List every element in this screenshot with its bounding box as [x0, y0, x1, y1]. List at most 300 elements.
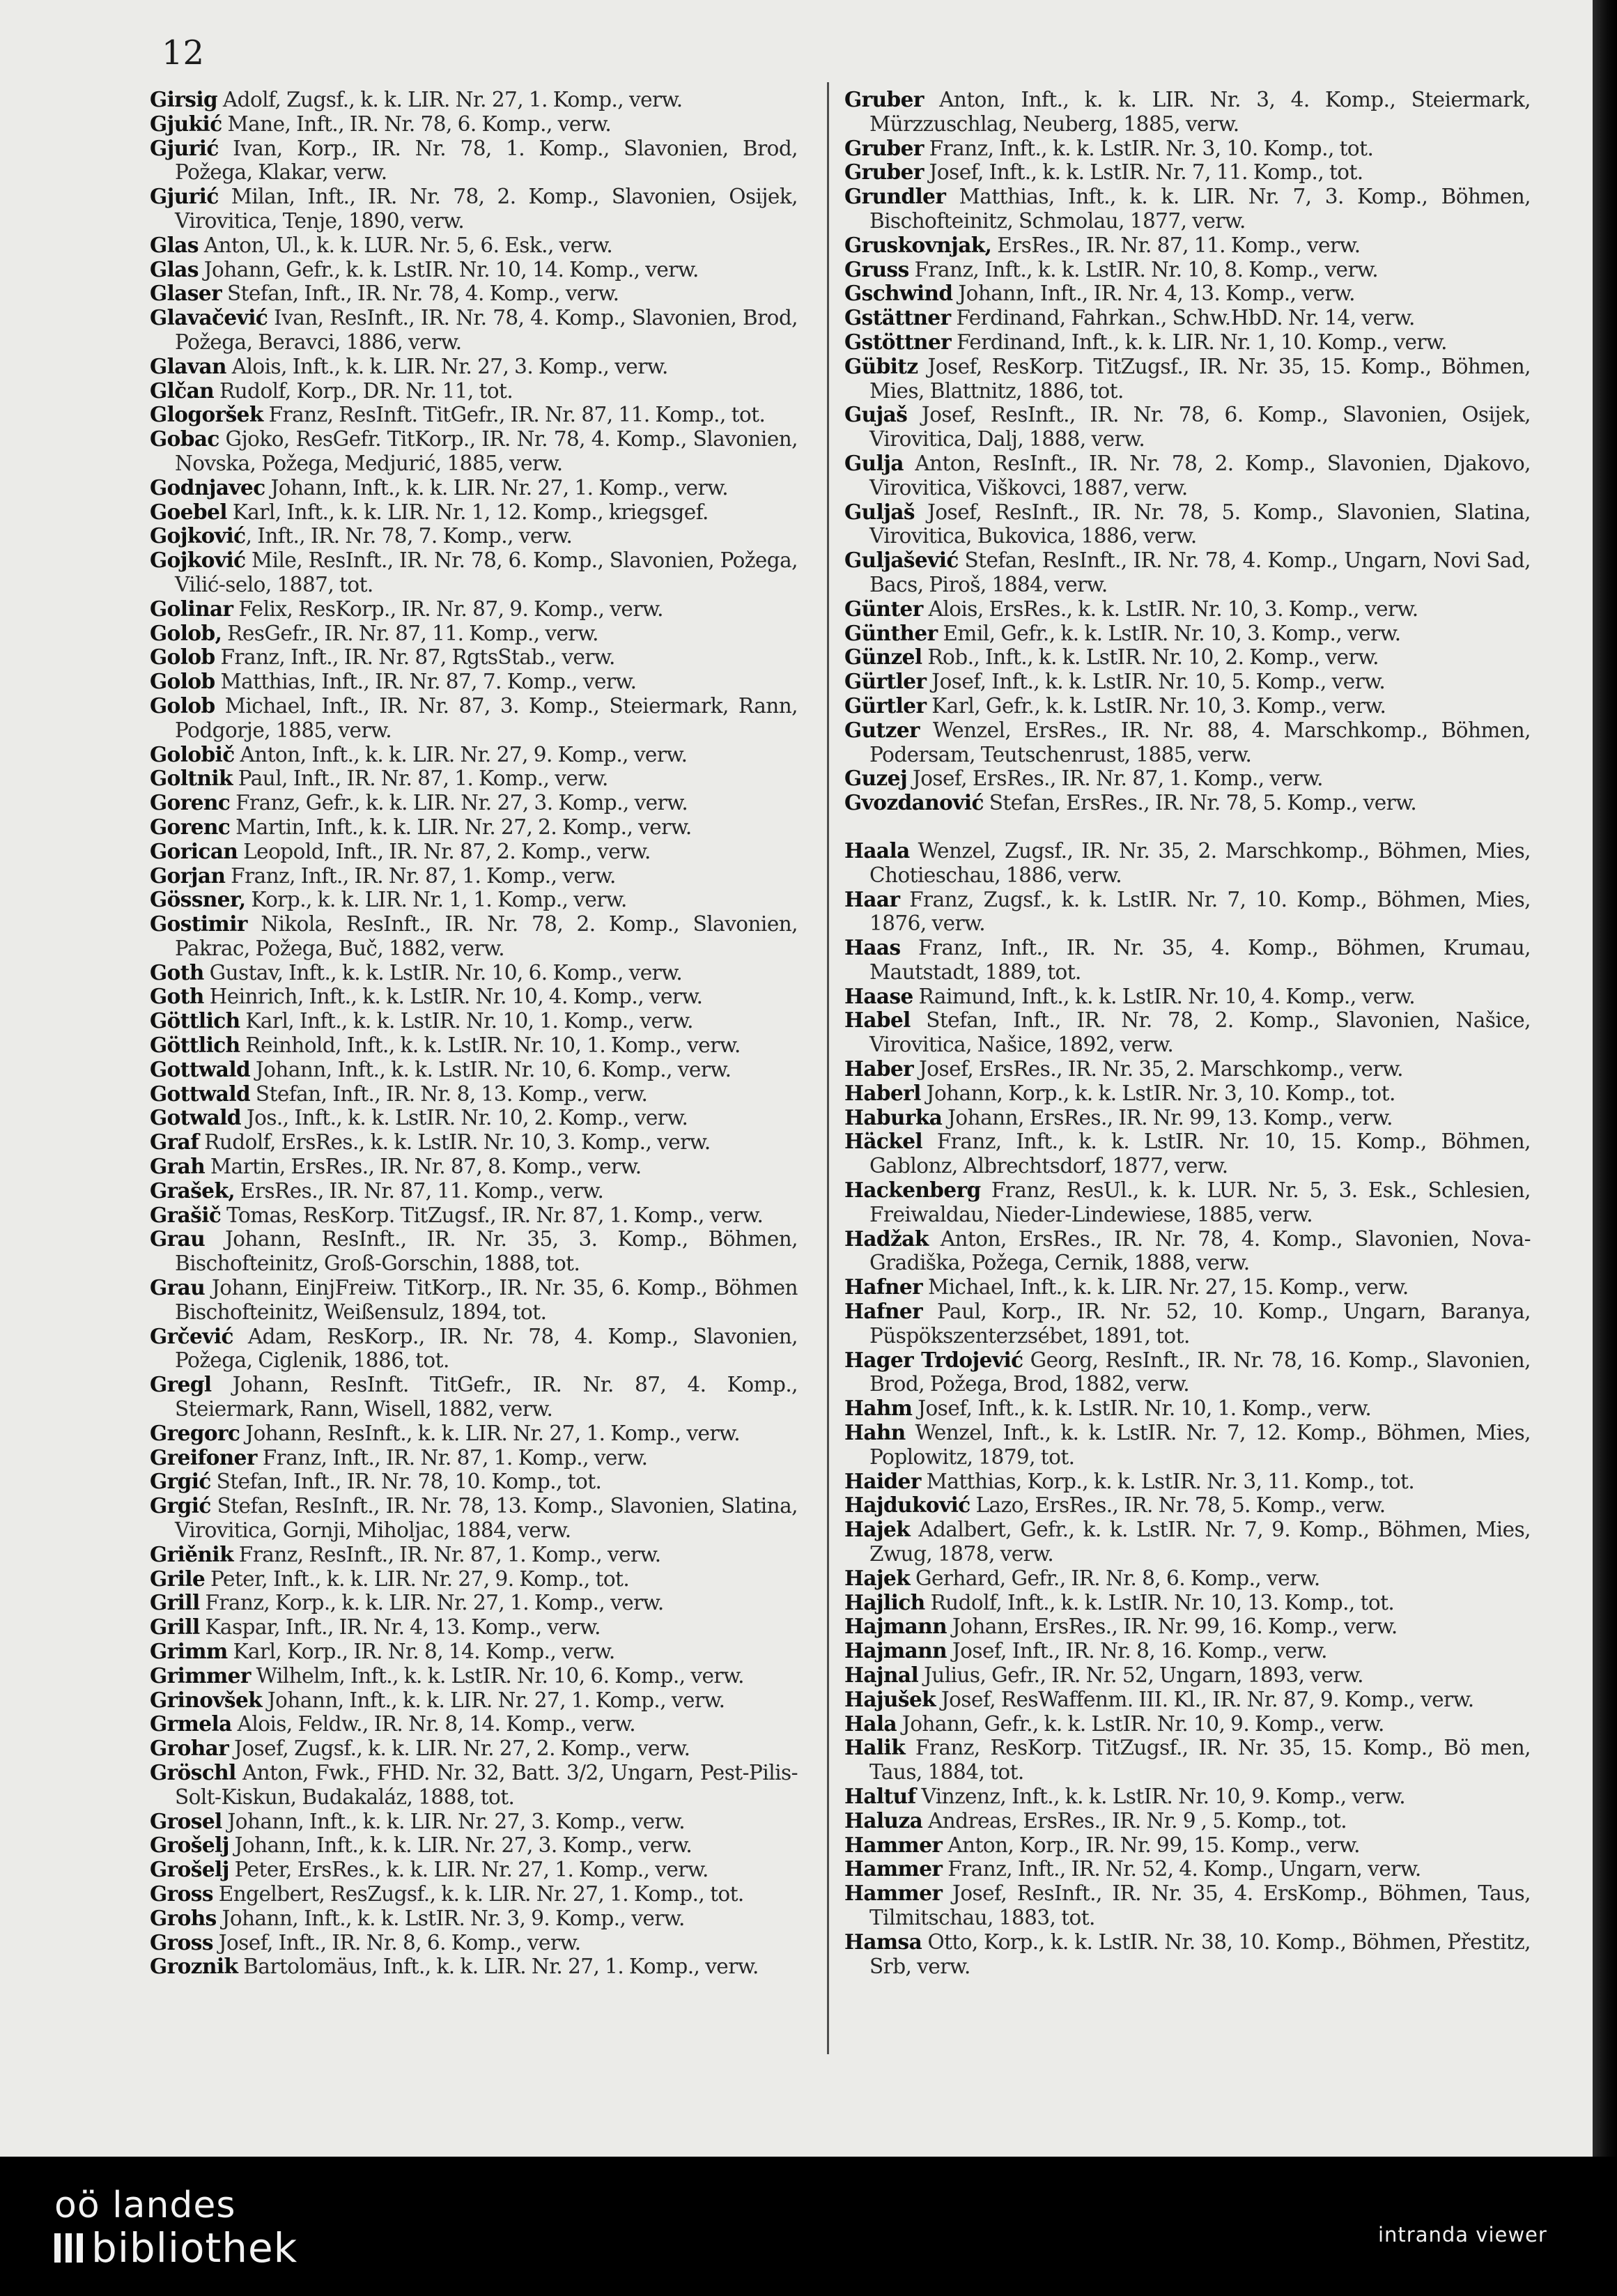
entry-surname: Günther: [844, 620, 938, 645]
entry-details: Milan, Inft., IR. Nr. 78, 2. Komp., Slavonien, Osijek, Virovitica, Tenje, 1890, verw.: [175, 185, 798, 233]
list-entry: [150, 1421, 798, 1446]
list-entry: [150, 694, 798, 743]
entry-details: Raimund, Inft., k. k. LstIR. Nr. 10, 4. Komp., verw.: [913, 984, 1416, 1008]
entry-details: Felix, ResKorp., IR. Nr. 87, 9. Komp., verw.: [233, 596, 663, 621]
entry-surname: Gröschl: [150, 1759, 236, 1785]
list-entry: [844, 645, 1531, 670]
entry-surname: Haala: [844, 838, 910, 863]
list-entry: [844, 839, 1531, 888]
list-entry: [844, 670, 1531, 694]
entry-surname: Goltnik: [150, 766, 233, 791]
logo-bars-icon: [54, 2233, 83, 2263]
list-entry: [150, 1906, 798, 1931]
entry-details: ErsRes., IR. Nr. 87, 11. Komp., verw.: [235, 1178, 604, 1203]
list-entry: [150, 306, 798, 355]
entry-details: Franz, Inft., IR. Nr. 52, 4. Komp., Ungarn, verw.: [942, 1857, 1421, 1881]
list-entry: [844, 1421, 1531, 1470]
entry-details: Reinhold, Inft., k. k. LstIR. Nr. 10, 1. Komp., verw.: [240, 1033, 741, 1058]
entry-details: Josef, Zugsf., k. k. LIR. Nr. 27, 2. Komp., verw.: [229, 1736, 690, 1761]
list-entry: [150, 815, 798, 840]
list-entry: [150, 1082, 798, 1107]
entry-surname: Habel: [844, 1008, 911, 1033]
list-entry: [844, 1348, 1531, 1397]
list-entry: [844, 306, 1531, 330]
list-entry: [844, 1930, 1531, 1979]
entry-surname: Gojković: [150, 523, 246, 548]
list-entry: [844, 403, 1531, 452]
entry-surname: Glavačević: [150, 305, 268, 330]
entry-details: Mane, Inft., IR. Nr. 78, 6. Komp., verw.: [222, 111, 612, 136]
entry-details: Josef, Inft., k. k. LstIR. Nr. 10, 5. Komp., verw.: [926, 670, 1386, 694]
list-entry: [844, 1857, 1531, 1881]
list-entry: [844, 355, 1531, 403]
entry-surname: Grašič: [150, 1202, 222, 1227]
list-entry: [844, 694, 1531, 718]
entry-details: Johann, Inft., k. k. LIR. Nr. 27, 3. Komp., verw.: [229, 1833, 693, 1858]
entry-details: Ivan, ResInft., IR. Nr. 78, 4. Komp., Slavonien, Brod, Požega, Beravci, 1886, verw.: [175, 306, 798, 354]
entry-details: Vinzenz, Inft., k. k. LstIR. Nr. 10, 9. Komp., verw.: [915, 1784, 1406, 1808]
entry-surname: Gutzer: [844, 717, 920, 742]
list-entry: [844, 766, 1531, 791]
entry-surname: Gotwald: [150, 1105, 241, 1130]
entry-details: Franz, Korp., k. k. LIR. Nr. 27, 1. Komp., verw.: [199, 1591, 664, 1615]
list-entry: [844, 888, 1531, 937]
entry-surname: Guljaš: [844, 499, 915, 524]
entry-details: Matthias, Korp., k. k. LstIR. Nr. 3, 11. Komp., tot.: [920, 1469, 1415, 1493]
list-entry: [150, 524, 798, 548]
list-entry: [150, 670, 798, 694]
list-entry: [844, 548, 1531, 597]
entry-surname: Haas: [844, 935, 901, 960]
entry-details: Paul, Inft., IR. Nr. 87, 1. Komp., verw.: [232, 766, 608, 791]
list-entry: [844, 1688, 1531, 1712]
list-entry: [150, 1543, 798, 1567]
entry-surname: Häckel: [844, 1129, 923, 1154]
entry-surname: Gstättner: [844, 305, 951, 330]
entry-details: Johann, Gefr., k. k. LstIR. Nr. 10, 9. Komp., verw.: [897, 1711, 1384, 1736]
entry-surname: Grohar: [150, 1736, 229, 1761]
entry-surname: Gschwind: [844, 281, 953, 306]
entry-surname: Grinovšek: [150, 1687, 263, 1712]
entry-details: Karl, Inft., k. k. LIR. Nr. 1, 12. Komp., kriegsgef.: [226, 500, 709, 524]
entry-details: Andreas, ErsRes., IR. Nr. 9 , 5. Komp., tot.: [922, 1808, 1347, 1833]
entry-details: Kaspar, Inft., IR. Nr. 4, 13. Komp., verw.: [199, 1615, 601, 1640]
entry-details: Johann, ErsRes., IR. Nr. 99, 13. Komp., verw.: [942, 1105, 1393, 1130]
list-entry: [150, 282, 798, 306]
list-entry: [150, 1664, 798, 1688]
entry-details: Adam, ResKorp., IR. Nr. 78, 4. Komp., Slavonien, Požega, Ciglenik, 1886, tot.: [175, 1324, 798, 1373]
list-entry: [150, 403, 798, 427]
list-entry: [150, 1106, 798, 1130]
entry-details: ResGefr., IR. Nr. 87, 11. Komp., verw.: [222, 621, 599, 645]
list-entry: [150, 840, 798, 864]
entry-surname: Günzel: [844, 645, 922, 670]
list-entry: [150, 645, 798, 670]
entry-surname: Hajnal: [844, 1663, 919, 1687]
entry-surname: Gottwald: [150, 1056, 251, 1081]
entry-details: Lazo, ErsRes., IR. Nr. 78, 5. Komp., verw.: [970, 1493, 1386, 1518]
list-entry: [844, 452, 1531, 500]
entry-surname: Glogoršek: [150, 402, 263, 427]
entry-surname: Gobac: [150, 426, 219, 452]
entry-surname: Gruber: [844, 87, 924, 111]
entry-surname: Haar: [844, 886, 900, 911]
list-entry: [844, 718, 1531, 767]
entry-surname: Grašek,: [150, 1178, 235, 1203]
entry-surname: Gorjan: [150, 863, 226, 888]
entry-details: Franz, Inft., IR. Nr. 35, 4. Komp., Böhmen, Krumau, Mautstadt, 1889, tot.: [869, 936, 1531, 984]
entry-details: Wenzel, Zugsf., IR. Nr. 35, 2. Marschkomp., Böhmen, Mies, Chotieschau, 1886, verw.: [869, 838, 1531, 887]
list-entry: [150, 1058, 798, 1082]
entry-details: Rudolf, Korp., DR. Nr. 11, tot.: [214, 378, 513, 403]
page-number: 12: [162, 33, 205, 72]
list-entry: [150, 1203, 798, 1228]
entry-surname: Griěnik: [150, 1541, 233, 1566]
entry-details: Anton, Inft., k. k. LIR. Nr. 27, 9. Komp., verw.: [234, 742, 688, 766]
list-entry: [844, 1591, 1531, 1615]
entry-surname: Gstöttner: [844, 329, 952, 354]
entry-details: Anton, Korp., IR. Nr. 99, 15. Komp., verw.: [942, 1833, 1360, 1857]
entry-details: Johann, Gefr., k. k. LstIR. Nr. 10, 14. Komp., verw.: [198, 257, 699, 282]
list-entry: [844, 1178, 1531, 1227]
entry-details: Karl, Gefr., k. k. LstIR. Nr. 10, 3. Komp., verw.: [926, 693, 1386, 718]
entry-surname: Goebel: [150, 499, 227, 524]
entry-details: , Inft., IR. Nr. 78, 7. Komp., verw.: [245, 524, 573, 548]
entry-surname: Hammer: [844, 1856, 943, 1881]
entry-details: Johann, ResInft. TitGefr., IR. Nr. 87, 4. Komp., Steiermark, Rann, Wisell, 1882, verw.: [175, 1373, 798, 1421]
entry-surname: Glavan: [150, 353, 226, 378]
viewer-label: intranda viewer: [1378, 2223, 1547, 2247]
list-entry: [844, 1493, 1531, 1518]
entry-details: Paul, Korp., IR. Nr. 52, 10. Komp., Ungarn, Baranya, Püspökszenterzsébet, 1891, tot.: [869, 1300, 1531, 1348]
entry-surname: Gregorc: [150, 1420, 240, 1445]
entry-details: Emil, Gefr., k. k. LstIR. Nr. 10, 3. Komp., verw.: [937, 621, 1401, 645]
entry-surname: Haber: [844, 1056, 914, 1081]
entry-surname: Göttlich: [150, 1008, 240, 1033]
entry-details: Franz, ResInft., IR. Nr. 87, 1. Komp., verw.: [233, 1542, 661, 1566]
entry-surname: Hajušek: [844, 1686, 936, 1711]
entry-surname: Grile: [150, 1566, 206, 1591]
list-entry: [844, 137, 1531, 161]
list-entry: [150, 1712, 798, 1736]
list-entry: [844, 985, 1531, 1009]
entry-surname: Golob: [150, 669, 215, 694]
list-entry: [150, 1615, 798, 1640]
entry-surname: Hajmann: [844, 1638, 947, 1663]
entry-surname: Gruber: [844, 135, 924, 160]
entry-details: Stefan, Inft., IR. Nr. 8, 13. Komp., verw.: [250, 1081, 648, 1106]
list-entry: [844, 1057, 1531, 1081]
list-entry: [844, 1106, 1531, 1130]
entry-surname: Goth: [150, 960, 204, 985]
entry-details: Karl, Korp., IR. Nr. 8, 14. Komp., verw.: [227, 1640, 615, 1663]
entry-details: Wilhelm, Inft., k. k. LstIR. Nr. 10, 6. Komp., verw.: [250, 1663, 744, 1688]
entry-surname: Glas: [150, 232, 199, 257]
entry-surname: Golob: [150, 693, 215, 718]
entry-surname: Glaser: [150, 281, 222, 306]
entry-details: Franz, Inft., k. k. LstIR. Nr. 10, 8. Komp., verw.: [908, 257, 1379, 282]
entry-details: Gustav, Inft., k. k. LstIR. Nr. 10, 6. Komp., verw.: [203, 960, 683, 985]
entry-details: Ferdinand, Fahrkan., Schw.HbD. Nr. 14, verw.: [950, 306, 1415, 330]
entry-details: Franz, Zugsf., k. k. LstIR. Nr. 7, 10. Komp., Böhmen, Mies, 1876, verw.: [869, 887, 1531, 936]
list-entry: [844, 1712, 1531, 1736]
list-entry: [150, 1567, 798, 1592]
list-entry: [150, 961, 798, 985]
list-entry: [844, 1785, 1531, 1809]
entry-surname: Glčan: [150, 378, 215, 403]
entry-surname: Gorenc: [150, 814, 231, 839]
list-entry: [150, 1688, 798, 1713]
entry-surname: Göttlich: [150, 1033, 240, 1058]
list-entry: [150, 622, 798, 646]
entry-surname: Gorenc: [150, 790, 231, 815]
entry-details: Josef, Inft., k. k. LstIR. Nr. 10, 1. Komp., verw.: [912, 1396, 1372, 1421]
list-entry: [844, 233, 1531, 258]
logo-line2: [54, 2225, 297, 2271]
entry-surname: Gross: [150, 1929, 213, 1955]
entry-surname: Grill: [150, 1615, 200, 1640]
entry-details: Stefan, ResInft., IR. Nr. 78, 13. Komp., Slavonien, Slatina, Virovitica, Gornji, Miholjac, 1884, verw.: [175, 1494, 798, 1543]
list-entry: [844, 1081, 1531, 1106]
entry-details: Josef, ErsRes., IR. Nr. 35, 2. Marschkomp., verw.: [913, 1057, 1403, 1081]
list-entry: [844, 185, 1531, 233]
entry-surname: Golinar: [150, 596, 233, 621]
entry-details: Alois, Inft., k. k. LIR. Nr. 27, 3. Komp., verw.: [226, 354, 668, 378]
entry-surname: Golob: [150, 645, 215, 670]
list-entry: [150, 1494, 798, 1543]
list-entry: [150, 427, 798, 476]
list-entry: [844, 791, 1531, 815]
list-entry: [844, 597, 1531, 622]
list-entry: [844, 1615, 1531, 1639]
entry-details: Karl, Inft., k. k. LstIR. Nr. 10, 1. Komp., verw.: [240, 1009, 693, 1033]
entry-surname: Hadžak: [844, 1226, 929, 1251]
list-entry: [150, 1155, 798, 1179]
entry-details: Michael, Inft., k. k. LIR. Nr. 27, 15. Komp., verw.: [922, 1275, 1409, 1300]
entry-details: Franz, ResInft. TitGefr., IR. Nr. 87, 11. Komp., tot.: [263, 403, 766, 427]
entry-details: Josef, Inft., IR. Nr. 8, 6. Komp., verw.: [212, 1930, 581, 1955]
entry-surname: Golobič: [150, 741, 235, 766]
list-entry: [150, 1470, 798, 1494]
list-entry: [150, 548, 798, 597]
list-entry: [150, 791, 798, 815]
entry-surname: Grošelj: [150, 1833, 229, 1858]
list-entry: [844, 622, 1531, 646]
list-entry: [150, 1325, 798, 1373]
entry-details: Johann, ResInft., IR. Nr. 35, 3. Komp., Böhmen, Bischofteinitz, Groß-Gorschin, 1888, tot.: [175, 1227, 798, 1276]
entry-surname: Godnjavec: [150, 475, 265, 500]
entry-details: Matthias, Inft., k. k. LIR. Nr. 7, 3. Komp., Böhmen, Bischofteinitz, Schmolau, 1877, verw.: [869, 185, 1531, 233]
list-entry: [150, 1761, 798, 1810]
entry-surname: Grošelj: [150, 1857, 229, 1882]
list-entry: [844, 1396, 1531, 1421]
list-entry: [150, 985, 798, 1009]
entry-surname: Grundler: [844, 184, 946, 209]
list-entry: [844, 1008, 1531, 1057]
entry-surname: Grimmer: [150, 1663, 251, 1688]
entry-details: Stefan, ErsRes., IR. Nr. 78, 5. Komp., verw.: [983, 791, 1417, 815]
entry-surname: Grmela: [150, 1711, 232, 1736]
entry-details: Georg, ResInft., IR. Nr. 78, 16. Komp., Slavonien, Brod, Požega, Brod, 1882, verw.: [869, 1348, 1531, 1396]
list-entry: [150, 112, 798, 137]
list-entry: [150, 1009, 798, 1033]
entry-surname: Hager Trdojević: [844, 1347, 1023, 1372]
list-entry: [150, 1446, 798, 1470]
entry-surname: Greifoner: [150, 1444, 257, 1470]
entry-surname: Glas: [150, 256, 199, 282]
entry-surname: Haltuf: [844, 1783, 916, 1808]
list-entry: [150, 888, 798, 912]
entry-details: Wenzel, ErsRes., IR. Nr. 88, 4. Marschkomp., Böhmen, Podersam, Teutschenrust, 1885, verw.: [869, 718, 1531, 766]
entry-details: Josef, ResKorp. TitZugsf., IR. Nr. 35, 15. Komp., Böhmen, Mies, Blattnitz, 1886, tot.: [869, 354, 1531, 403]
entry-surname: Grah: [150, 1154, 206, 1179]
entry-surname: Gjukić: [150, 111, 222, 136]
list-entry: [844, 330, 1531, 355]
entry-details: Nikola, ResInft., IR. Nr. 78, 2. Komp., Slavonien, Pakrac, Požega, Buč, 1882, verw.: [175, 912, 798, 960]
list-entry: [150, 1130, 798, 1155]
entry-details: Peter, Inft., k. k. LIR. Nr. 27, 9. Komp., tot.: [205, 1566, 630, 1591]
entry-details: Leopold, Inft., IR. Nr. 87, 2. Komp., verw.: [238, 839, 651, 863]
entry-surname: Gulja: [844, 450, 904, 475]
entry-surname: Gross: [150, 1881, 213, 1906]
list-entry: [844, 282, 1531, 306]
entry-details: Peter, ErsRes., k. k. LIR. Nr. 27, 1. Komp., verw.: [229, 1858, 709, 1882]
list-entry: [150, 1858, 798, 1882]
entry-details: Stefan, Inft., IR. Nr. 78, 2. Komp., Slavonien, Našice, Virovitica, Našice, 1892, verw.: [869, 1008, 1531, 1057]
entry-details: Tomas, ResKorp. TitZugsf., IR. Nr. 87, 1. Komp., verw.: [221, 1203, 764, 1227]
entry-details: Adolf, Zugsf., k. k. LIR. Nr. 27, 1. Komp., verw.: [217, 88, 683, 111]
entry-details: Gjoko, ResGefr. TitKorp., IR. Nr. 78, 4. Komp., Slavonien, Novska, Požega, Medjurić, 1885, verw.: [175, 427, 798, 475]
column-divider: [827, 82, 829, 2054]
list-entry: [150, 1033, 798, 1058]
page-edge-shadow: [1593, 0, 1617, 2157]
entry-details: Stefan, Inft., IR. Nr. 78, 4. Komp., verw.: [222, 282, 619, 306]
entry-surname: Hafner: [844, 1274, 923, 1300]
list-entry: [150, 500, 798, 525]
list-entry: [150, 1591, 798, 1615]
entry-details: Johann, ResInft., k. k. LIR. Nr. 27, 1. Komp., verw.: [240, 1421, 741, 1445]
logo-text-line2: bibliothek: [91, 2224, 298, 2272]
entry-surname: Haase: [844, 983, 913, 1008]
entry-details: Franz, ResUl., k. k. LUR. Nr. 5, 3. Esk., Schlesien, Freiwaldau, Nieder-Lindewiese, 1885, verw.: [869, 1178, 1531, 1226]
entry-details: Anton, ResInft., IR. Nr. 78, 2. Komp., Slavonien, Djakovo, Virovitica, Viškovci, 1887, verw.: [869, 451, 1531, 500]
entry-surname: Hammer: [844, 1881, 943, 1906]
list-entry: [844, 1275, 1531, 1300]
entry-surname: Grau: [150, 1275, 206, 1300]
entry-surname: Goth: [150, 984, 204, 1009]
entry-details: Anton, Fwk., FHD. Nr. 32, Batt. 3/2, Ungarn, Pest-Pilis-Solt-Kiskun, Budakaláz, 1888, tot.: [175, 1760, 798, 1809]
entry-details: Johann, Inft., k. k. LIR. Nr. 27, 1. Komp., verw.: [265, 475, 729, 500]
entry-surname: Gvozdanović: [844, 790, 984, 815]
entry-surname: Golob,: [150, 620, 222, 645]
entry-surname: Grohs: [150, 1905, 217, 1930]
list-entry: [844, 1470, 1531, 1494]
entry-surname: Hajlich: [844, 1589, 925, 1615]
entry-surname: Hajek: [844, 1565, 911, 1590]
entry-surname: Haberl: [844, 1080, 921, 1105]
list-entry: [844, 1736, 1531, 1785]
list-entry: [844, 1130, 1531, 1178]
entry-details: Franz, Inft., k. k. LstIR. Nr. 3, 10. Komp., tot.: [923, 136, 1374, 160]
list-entry: [150, 597, 798, 622]
list-entry: [150, 743, 798, 767]
entry-surname: Gorican: [150, 838, 238, 863]
entry-details: Stefan, ResInft., IR. Nr. 78, 4. Komp., Ungarn, Novi Sad, Bacs, Piroš, 1884, verw.: [869, 548, 1531, 596]
entry-details: Franz, Gefr., k. k. LIR. Nr. 27, 3. Komp., verw.: [230, 791, 688, 815]
list-entry: [150, 1640, 798, 1664]
list-entry: [844, 936, 1531, 985]
entry-surname: Guzej: [844, 766, 908, 791]
list-entry: [150, 379, 798, 403]
entry-surname: Grgić: [150, 1469, 211, 1494]
entry-details: Stefan, Inft., IR. Nr. 78, 10. Komp., tot.: [210, 1470, 602, 1494]
entry-details: Johann, Inft., IR. Nr. 4, 13. Komp., verw.: [952, 282, 1355, 306]
entry-details: Ivan, Korp., IR. Nr. 78, 1. Komp., Slavonien, Brod, Požega, Klakar, verw.: [175, 136, 798, 185]
entry-surname: Graf: [150, 1130, 199, 1155]
list-entry: [150, 864, 798, 888]
entry-details: Alois, ErsRes., k. k. LstIR. Nr. 10, 3. Komp., verw.: [922, 596, 1418, 621]
entry-surname: Hafner: [844, 1299, 923, 1324]
entry-details: Josef, ResInft., IR. Nr. 78, 5. Komp., Slavonien, Slatina, Virovitica, Bukovica, 1886, verw.: [869, 500, 1531, 548]
entry-surname: Hahm: [844, 1396, 913, 1421]
entry-details: Heinrich, Inft., k. k. LstIR. Nr. 10, 4. Komp., verw.: [203, 985, 703, 1009]
entry-surname: Gruskovnjak,: [844, 232, 992, 257]
entry-surname: Haburka: [844, 1104, 943, 1130]
entry-surname: Grimm: [150, 1639, 228, 1663]
list-entry: [844, 1518, 1531, 1566]
list-entry: [844, 160, 1531, 185]
entry-surname: Gujaš: [844, 402, 908, 427]
list-entry: [150, 1955, 798, 1979]
entry-details: Anton, ErsRes., IR. Nr. 78, 4. Komp., Slavonien, Nova-Gradiška, Požega, Cernik, 1888, verw.: [869, 1226, 1531, 1275]
entry-surname: Gruber: [844, 160, 924, 185]
list-entry: [844, 1566, 1531, 1591]
entry-surname: Hackenberg: [844, 1178, 981, 1203]
entry-surname: Haluza: [844, 1808, 923, 1833]
entry-surname: Grčević: [150, 1323, 233, 1348]
entry-details: Johann, ErsRes., IR. Nr. 99, 16. Komp., verw.: [947, 1615, 1398, 1639]
entry-details: Johann, EinjFreiw. TitKorp., IR. Nr. 35, 6. Komp., Böhmen Bischofteinitz, Weißensulz, 1894, tot.: [175, 1276, 798, 1324]
list-entry: [150, 476, 798, 500]
entry-details: ErsRes., IR. Nr. 87, 11. Komp., verw.: [991, 233, 1361, 257]
entry-details: Rudolf, Inft., k. k. LstIR. Nr. 10, 13. Komp., tot.: [924, 1590, 1395, 1615]
list-entry: [150, 355, 798, 379]
entry-surname: Gregl: [150, 1372, 212, 1397]
list-entry: [150, 1931, 798, 1955]
entry-surname: Grgić: [150, 1493, 211, 1518]
entry-details: Johann, Inft., k. k. LIR. Nr. 27, 1. Komp., verw.: [262, 1688, 725, 1712]
list-entry: [844, 500, 1531, 549]
entry-surname: Günter: [844, 596, 923, 621]
left-column: [150, 88, 798, 1979]
entry-details: Anton, Inft., k. k. LIR. Nr. 3, 4. Komp., Steiermark, Mürzzuschlag, Neuberg, 1885, verw.: [869, 88, 1531, 136]
entry-details: Josef, ErsRes., IR. Nr. 87, 1. Komp., verw.: [907, 766, 1324, 791]
entry-surname: Hajmann: [844, 1614, 947, 1639]
entry-details: Rob., Inft., k. k. LstIR. Nr. 10, 2. Komp., verw.: [922, 645, 1379, 670]
logo-text-line1: oö landes: [54, 2185, 236, 2226]
list-entry: [150, 766, 798, 791]
entry-details: Michael, Inft., IR. Nr. 87, 3. Komp., Steiermark, Rann, Podgorje, 1885, verw.: [175, 693, 798, 742]
entry-details: Franz, Inft., IR. Nr. 87, 1. Komp., verw.: [225, 863, 616, 888]
entry-surname: Guljašević: [844, 548, 959, 573]
entry-details: Rudolf, ErsRes., k. k. LstIR. Nr. 10, 3. Komp., verw.: [199, 1130, 711, 1155]
list-entry: [150, 912, 798, 961]
entry-surname: Groznik: [150, 1954, 238, 1979]
library-logo: [54, 2186, 297, 2271]
list-entry: [844, 88, 1531, 137]
entry-details: Bartolomäus, Inft., k. k. LIR. Nr. 27, 1. Komp., verw.: [238, 1955, 759, 1979]
list-entry: [844, 258, 1531, 282]
